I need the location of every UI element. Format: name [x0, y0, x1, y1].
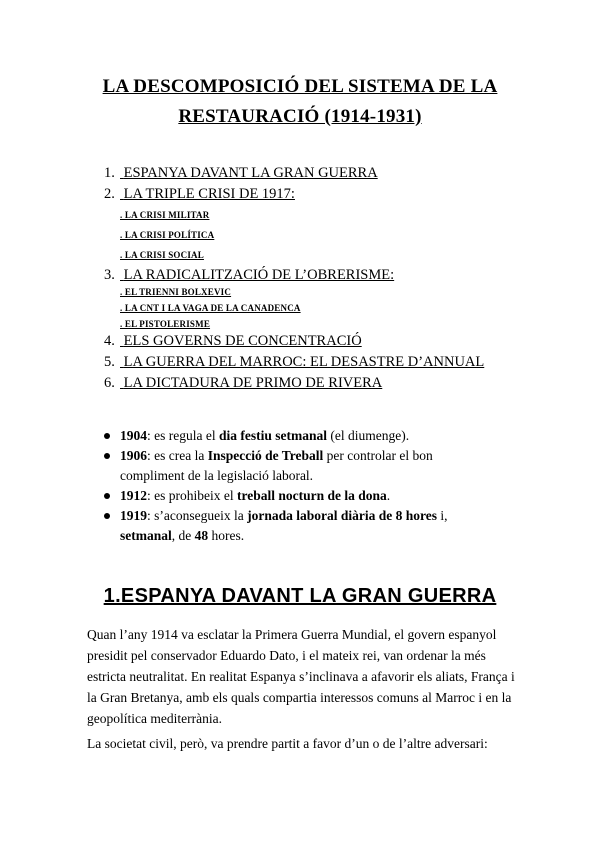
- title-line-2: RESTAURACIÓ (1914-1931): [178, 106, 422, 127]
- table-of-contents: [104, 163, 524, 394]
- bullet-icon: [104, 493, 110, 499]
- section-heading: 1.ESPANYA DAVANT LA GRAN GUERRA: [103, 585, 497, 607]
- toc-subitem: . LA CNT I LA VAGA DE LA CANADENCA: [120, 303, 301, 313]
- toc-item-4: 4. ELS GOVERNS DE CONCENTRACIÓ: [104, 333, 362, 349]
- toc-item-2: 2. LA TRIPLE CRISI DE 1917:: [104, 186, 295, 202]
- toc-item-1: 1. ESPANYA DAVANT LA GRAN GUERRA: [104, 165, 378, 181]
- toc-subitem: . LA CRISI SOCIAL: [120, 250, 204, 260]
- toc-subitem: . EL TRIENNI BOLXEVIC: [120, 287, 232, 297]
- list-item: 1906: es crea la Inspecció de Treball per controlar el bon compliment de la legislació laboral.: [104, 446, 484, 486]
- list-item: 1912: es prohibeix el treball nocturn de la dona.: [104, 486, 484, 506]
- toc-subitem: . LA CRISI POLÍTICA: [120, 230, 215, 240]
- document-title: [40, 72, 560, 132]
- toc-item-3: 3. LA RADICALITZACIÓ DE L’OBRERISME:: [104, 267, 395, 283]
- title-line-1: LA DESCOMPOSICIÓ DEL SISTEMA DE LA: [102, 76, 498, 97]
- body-paragraph-1: Quan l’any 1914 va esclatar la Primera Guerra Mundial, el govern espanyol presidit pel conservador Eduardo Dato, i el mateix rei, van ordenar la més estricta neutralitat. En realitat Espanya s’inclinava a afavorir els aliats, França i la Gran Bretanya, amb els quals compartia interessos comuns al Marroc i en la geopolítica mediterrània.: [87, 627, 515, 726]
- toc-item-5: 5. LA GUERRA DEL MARROC: EL DESASTRE D’ANNUAL: [104, 354, 485, 370]
- labor-law-list: [104, 426, 484, 546]
- list-item: 1904: es regula el dia festiu setmanal (el diumenge).: [104, 426, 484, 446]
- bullet-icon: [104, 433, 110, 439]
- toc-subitem: . LA CRISI MILITAR: [120, 210, 210, 220]
- toc-subitem: . EL PISTOLERISME: [120, 319, 211, 329]
- body-paragraph-2: La societat civil, però, va prendre partit a favor d’un o de l’altre adversari:: [87, 736, 488, 751]
- toc-item-6: 6. LA DICTADURA DE PRIMO DE RIVERA: [104, 375, 383, 391]
- bullet-icon: [104, 513, 110, 519]
- bullet-icon: [104, 453, 110, 459]
- list-item: 1919: s’aconsegueix la jornada laboral diària de 8 hores i, setmanal, de 48 hores.: [104, 506, 484, 546]
